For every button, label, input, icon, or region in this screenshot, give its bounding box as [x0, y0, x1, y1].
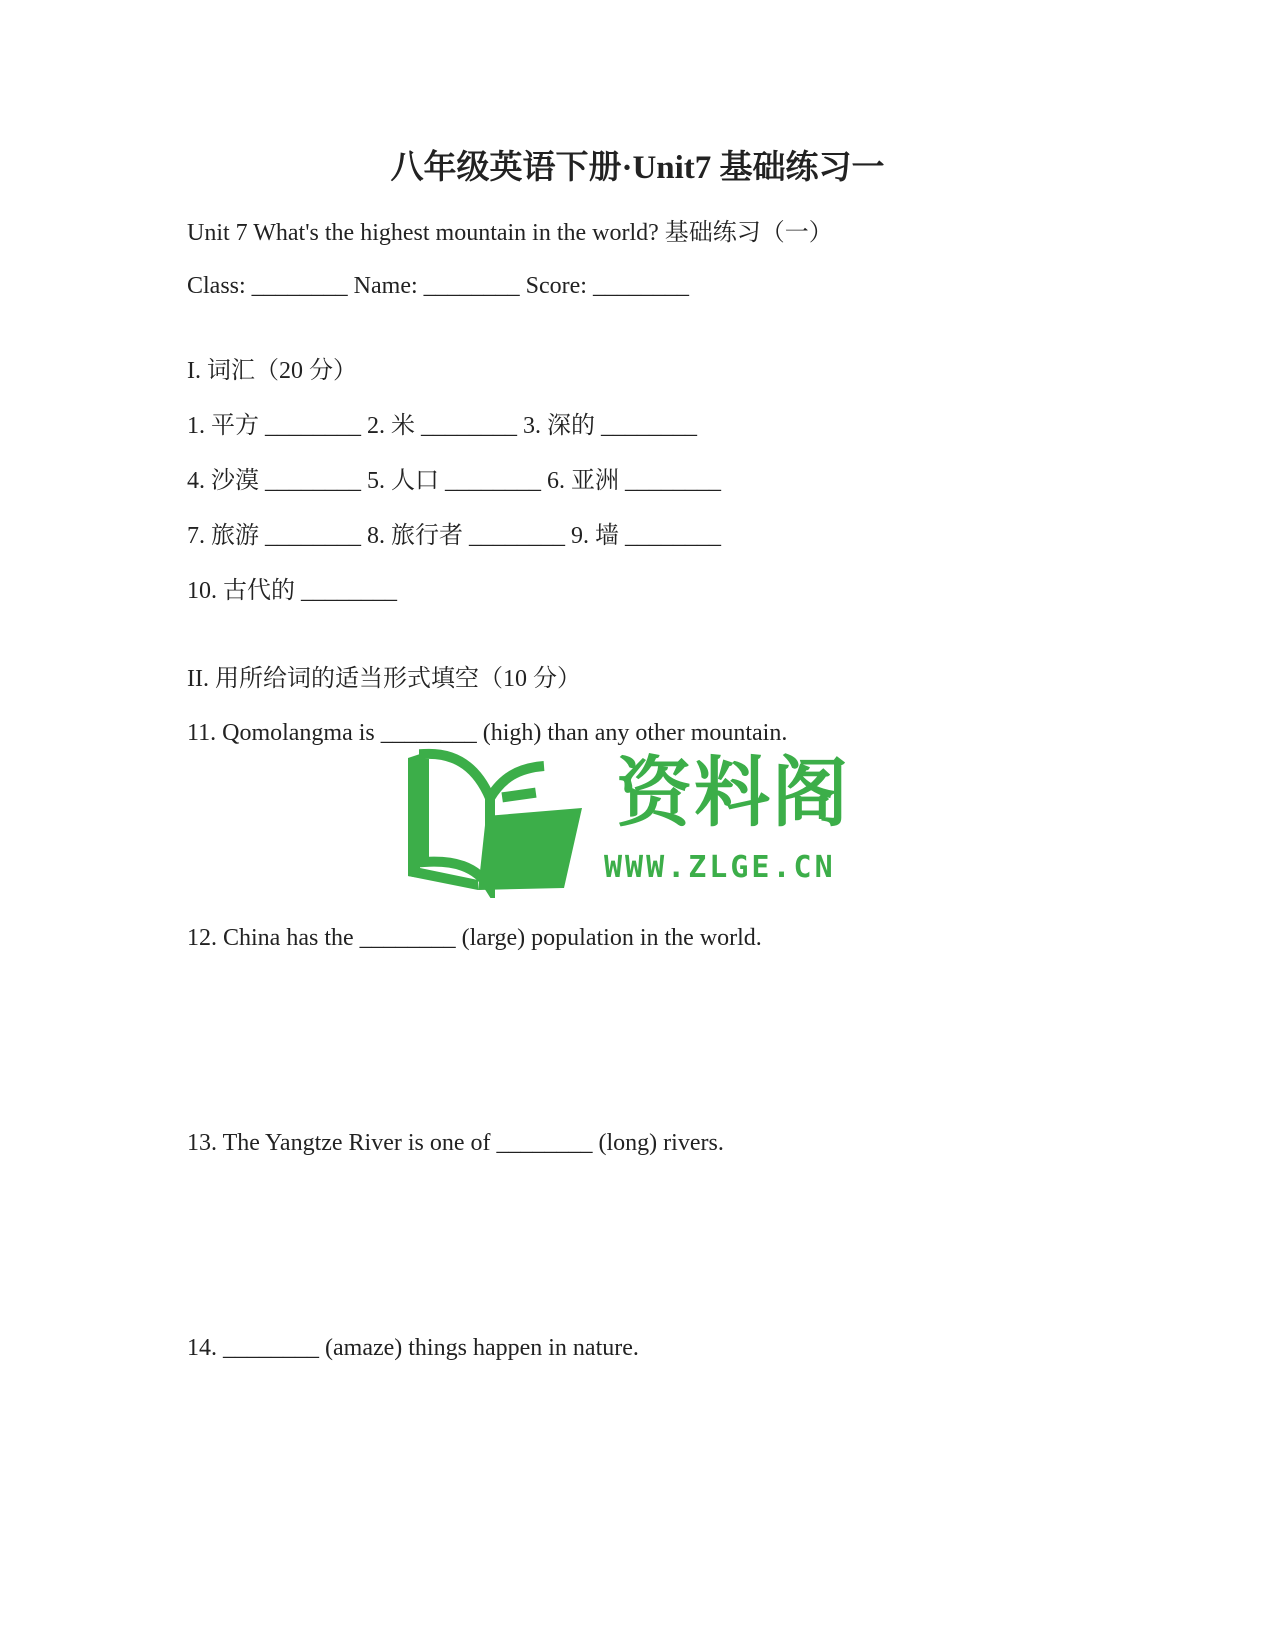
- vocab-row: 7. 旅游 ________ 8. 旅行者 ________ 9. 墙 ________: [187, 523, 721, 549]
- watermark-url: WWW.ZLGE.CN: [604, 850, 836, 885]
- question-13: 13. The Yangtze River is one of ________ (long) rivers.: [187, 1130, 724, 1156]
- vocab-row: 10. 古代的 ________: [187, 578, 397, 604]
- student-info-line: Class: ________ Name: ________ Score: ________: [187, 273, 689, 299]
- question-12: 12. China has the ________ (large) population in the world.: [187, 925, 762, 951]
- watermark: [398, 748, 868, 898]
- vocab-row: 1. 平方 ________ 2. 米 ________ 3. 深的 ________: [187, 413, 697, 439]
- subtitle: Unit 7 What's the highest mountain in the world? 基础练习（一）: [187, 220, 833, 246]
- section1-heading: I. 词汇（20 分）: [187, 358, 357, 384]
- page-title: 八年级英语下册·Unit7 基础练习一: [390, 150, 885, 186]
- section2-heading: II. 用所给词的适当形式填空（10 分）: [187, 666, 581, 692]
- watermark-name: 资料阁: [616, 748, 850, 837]
- vocab-row: 4. 沙漠 ________ 5. 人口 ________ 6. 亚洲 ________: [187, 468, 721, 494]
- question-14: 14. ________ (amaze) things happen in nature.: [187, 1335, 639, 1361]
- question-11: 11. Qomolangma is ________ (high) than any other mountain.: [187, 720, 788, 746]
- open-book-icon: [398, 748, 598, 898]
